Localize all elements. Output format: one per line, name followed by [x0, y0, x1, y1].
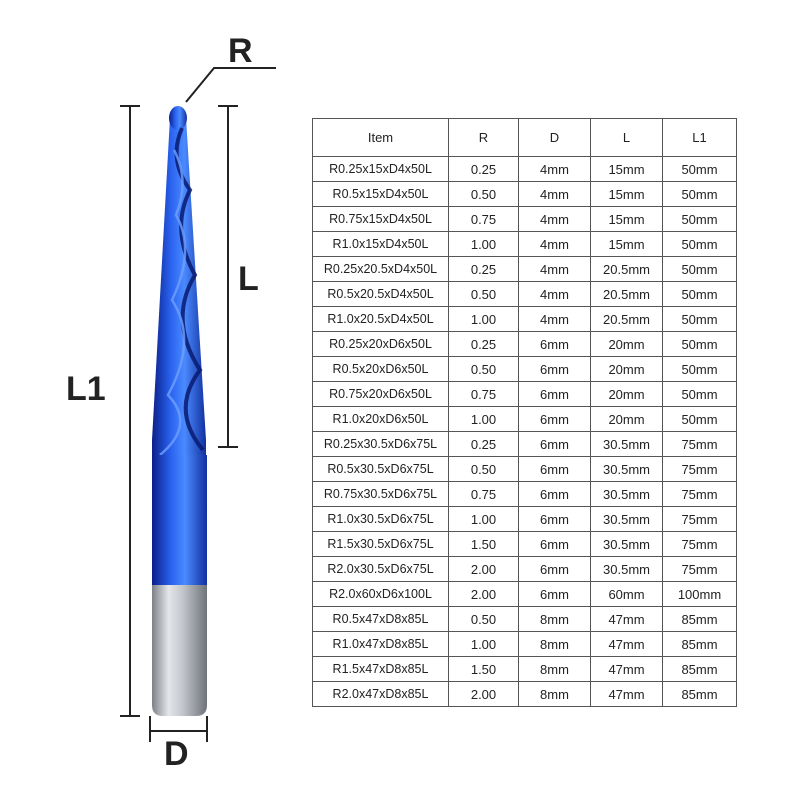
- cell-l: 20.5mm: [591, 307, 663, 332]
- cell-l1: 100mm: [663, 582, 737, 607]
- table-row: [313, 457, 737, 482]
- cell-d: 8mm: [519, 682, 591, 707]
- cell-r: 0.75: [449, 207, 519, 232]
- cell-l: 47mm: [591, 632, 663, 657]
- cell-d: 4mm: [519, 257, 591, 282]
- cell-item: R2.0x30.5xD6x75L: [313, 557, 449, 582]
- cell-item: R0.25x20xD6x50L: [313, 332, 449, 357]
- cell-l: 47mm: [591, 607, 663, 632]
- cell-item: R0.5x20xD6x50L: [313, 357, 449, 382]
- header-l1: L1: [663, 119, 737, 157]
- l-label: L: [238, 260, 259, 298]
- cell-r: 0.25: [449, 432, 519, 457]
- cell-item: R0.5x15xD4x50L: [313, 182, 449, 207]
- table-row: [313, 482, 737, 507]
- cell-d: 6mm: [519, 532, 591, 557]
- cell-d: 6mm: [519, 432, 591, 457]
- table-row: [313, 507, 737, 532]
- cell-l: 20mm: [591, 357, 663, 382]
- cell-d: 4mm: [519, 307, 591, 332]
- d-label: D: [164, 735, 189, 773]
- cell-l: 30.5mm: [591, 482, 663, 507]
- cell-l1: 50mm: [663, 157, 737, 182]
- l1-dimension: [120, 106, 140, 716]
- cell-l1: 50mm: [663, 182, 737, 207]
- cell-l: 15mm: [591, 182, 663, 207]
- header-r: R: [449, 119, 519, 157]
- cell-d: 6mm: [519, 357, 591, 382]
- cell-l1: 50mm: [663, 332, 737, 357]
- cell-r: 1.00: [449, 632, 519, 657]
- cell-d: 6mm: [519, 457, 591, 482]
- cell-d: 4mm: [519, 182, 591, 207]
- cell-l: 47mm: [591, 682, 663, 707]
- cell-item: R1.5x30.5xD6x75L: [313, 532, 449, 557]
- table-row: [313, 307, 737, 332]
- table-row: [313, 207, 737, 232]
- table-row: [313, 657, 737, 682]
- cell-r: 2.00: [449, 582, 519, 607]
- cell-l1: 50mm: [663, 407, 737, 432]
- cell-l: 60mm: [591, 582, 663, 607]
- cell-r: 1.50: [449, 532, 519, 557]
- cell-l: 20mm: [591, 382, 663, 407]
- cell-r: 0.75: [449, 382, 519, 407]
- r-leader: [186, 68, 276, 102]
- cell-d: 6mm: [519, 482, 591, 507]
- cell-item: R0.25x30.5xD6x75L: [313, 432, 449, 457]
- cell-l: 30.5mm: [591, 507, 663, 532]
- cell-item: R0.25x20.5xD4x50L: [313, 257, 449, 282]
- cell-item: R1.0x15xD4x50L: [313, 232, 449, 257]
- cell-d: 4mm: [519, 232, 591, 257]
- tool-body: [152, 106, 207, 716]
- cell-l1: 85mm: [663, 607, 737, 632]
- spec-table: [312, 118, 737, 707]
- cell-r: 0.25: [449, 257, 519, 282]
- cell-r: 1.00: [449, 232, 519, 257]
- cell-l1: 85mm: [663, 657, 737, 682]
- table-row: [313, 182, 737, 207]
- cell-d: 6mm: [519, 407, 591, 432]
- cell-item: R0.25x15xD4x50L: [313, 157, 449, 182]
- cell-d: 6mm: [519, 507, 591, 532]
- cell-r: 0.50: [449, 182, 519, 207]
- table-row: [313, 607, 737, 632]
- cell-l: 20mm: [591, 332, 663, 357]
- header-d: D: [519, 119, 591, 157]
- table-row: [313, 407, 737, 432]
- cell-r: 2.00: [449, 682, 519, 707]
- cell-r: 1.50: [449, 657, 519, 682]
- header-item: Item: [313, 119, 449, 157]
- cell-item: R0.75x15xD4x50L: [313, 207, 449, 232]
- cell-r: 0.50: [449, 357, 519, 382]
- table-body: [313, 157, 737, 707]
- cell-l1: 50mm: [663, 282, 737, 307]
- cell-l1: 85mm: [663, 682, 737, 707]
- cell-l: 20mm: [591, 407, 663, 432]
- cell-l: 20.5mm: [591, 282, 663, 307]
- cell-d: 8mm: [519, 632, 591, 657]
- cell-d: 6mm: [519, 557, 591, 582]
- cell-item: R0.75x30.5xD6x75L: [313, 482, 449, 507]
- end-mill-diagram: [0, 0, 310, 800]
- cell-l1: 50mm: [663, 257, 737, 282]
- table-row: [313, 332, 737, 357]
- cell-r: 2.00: [449, 557, 519, 582]
- cell-l1: 75mm: [663, 432, 737, 457]
- cell-r: 1.00: [449, 307, 519, 332]
- cell-d: 8mm: [519, 607, 591, 632]
- table-row: [313, 257, 737, 282]
- cell-r: 0.25: [449, 157, 519, 182]
- cell-r: 1.00: [449, 407, 519, 432]
- cell-item: R2.0x47xD8x85L: [313, 682, 449, 707]
- cell-d: 4mm: [519, 207, 591, 232]
- cell-l1: 75mm: [663, 457, 737, 482]
- header-l: L: [591, 119, 663, 157]
- cell-l1: 75mm: [663, 557, 737, 582]
- cell-l: 30.5mm: [591, 557, 663, 582]
- cell-l: 20.5mm: [591, 257, 663, 282]
- cell-d: 4mm: [519, 282, 591, 307]
- cell-l1: 50mm: [663, 357, 737, 382]
- table-header-row: [313, 119, 737, 157]
- cell-l: 15mm: [591, 232, 663, 257]
- table-row: [313, 682, 737, 707]
- table-row: [313, 357, 737, 382]
- cell-l: 47mm: [591, 657, 663, 682]
- cell-item: R1.0x20.5xD4x50L: [313, 307, 449, 332]
- table-row: [313, 432, 737, 457]
- table-row: [313, 157, 737, 182]
- table-row: [313, 532, 737, 557]
- table-row: [313, 382, 737, 407]
- table-row: [313, 557, 737, 582]
- cell-d: 4mm: [519, 157, 591, 182]
- table-row: [313, 582, 737, 607]
- cell-d: 8mm: [519, 657, 591, 682]
- cell-item: R0.5x47xD8x85L: [313, 607, 449, 632]
- cell-item: R1.5x47xD8x85L: [313, 657, 449, 682]
- cell-item: R1.0x20xD6x50L: [313, 407, 449, 432]
- cell-item: R1.0x30.5xD6x75L: [313, 507, 449, 532]
- cell-l1: 75mm: [663, 507, 737, 532]
- l1-label: L1: [66, 370, 106, 408]
- r-label: R: [228, 32, 253, 70]
- cell-l1: 50mm: [663, 307, 737, 332]
- cell-l1: 50mm: [663, 207, 737, 232]
- l-dimension: [218, 106, 238, 447]
- cell-item: R0.5x20.5xD4x50L: [313, 282, 449, 307]
- cell-r: 0.25: [449, 332, 519, 357]
- cell-d: 6mm: [519, 382, 591, 407]
- cell-l: 15mm: [591, 157, 663, 182]
- cell-l1: 75mm: [663, 482, 737, 507]
- cell-l: 30.5mm: [591, 432, 663, 457]
- cell-item: R0.75x20xD6x50L: [313, 382, 449, 407]
- cell-d: 6mm: [519, 582, 591, 607]
- cell-r: 0.50: [449, 607, 519, 632]
- cell-r: 0.50: [449, 457, 519, 482]
- cell-item: R1.0x47xD8x85L: [313, 632, 449, 657]
- cell-item: R0.5x30.5xD6x75L: [313, 457, 449, 482]
- table-row: [313, 232, 737, 257]
- cell-l: 30.5mm: [591, 457, 663, 482]
- cell-l1: 50mm: [663, 382, 737, 407]
- table-row: [313, 632, 737, 657]
- cell-l1: 75mm: [663, 532, 737, 557]
- cell-l: 15mm: [591, 207, 663, 232]
- cell-d: 6mm: [519, 332, 591, 357]
- cell-r: 1.00: [449, 507, 519, 532]
- cell-item: R2.0x60xD6x100L: [313, 582, 449, 607]
- cell-l: 30.5mm: [591, 532, 663, 557]
- cell-r: 0.75: [449, 482, 519, 507]
- cell-l1: 50mm: [663, 232, 737, 257]
- table-row: [313, 282, 737, 307]
- cell-l1: 85mm: [663, 632, 737, 657]
- cell-r: 0.50: [449, 282, 519, 307]
